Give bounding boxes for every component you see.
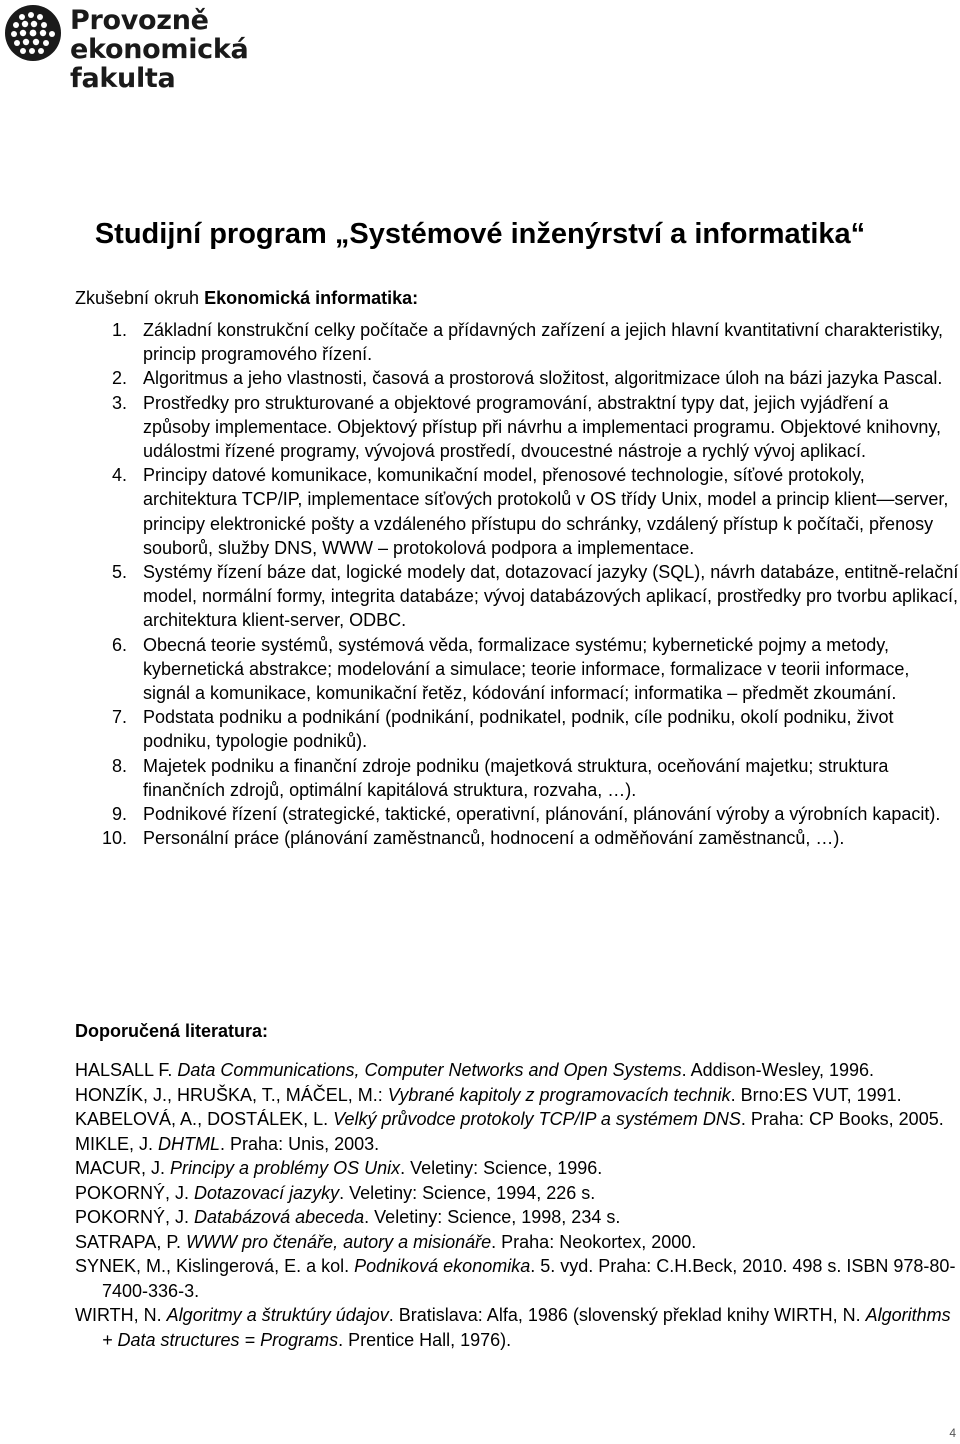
reference-item — [75, 1058, 960, 1083]
intro-prefix: Zkušební okruh — [75, 288, 205, 308]
reference-rest: . Brno:ES VUT, 1991. — [730, 1084, 902, 1105]
topic-number: 10. — [101, 828, 127, 849]
exam-topics-list — [0, 318, 960, 850]
reference-author: WIRTH, N. — [75, 1305, 167, 1325]
reference-title: Data Communications, Computer Networks and Open Systems — [177, 1060, 682, 1080]
intro-field-name: Ekonomická informatika: — [204, 288, 419, 308]
page-title: Studijní program „Systémové inženýrství a informatika“ — [94, 218, 866, 250]
faculty-logo — [4, 4, 248, 93]
topic-number: 7. — [111, 707, 127, 728]
topic-item — [0, 826, 960, 850]
reference-author: KABELOVÁ, A., DOSTÁLEK, L. — [75, 1109, 334, 1129]
reference-title: Podniková ekonomika — [354, 1256, 531, 1276]
topic-number: 9. — [111, 804, 127, 825]
topic-text: Systémy řízení báze dat, logické modely dat, dotazovací jazyky (SQL), návrh databáze, entitně-relační model, normální formy, integrita databáze; vývoj databázových aplikací, prostředky pro tvorbu aplikací, architektura klient-server, ODBC. — [143, 562, 959, 631]
topic-number: 8. — [111, 755, 127, 776]
topic-text: Základní konstrukční celky počítače a přídavných zařízení a jejich hlavní kvantitativní charakteristiky, princip programového řízení. — [143, 320, 944, 365]
topic-number: 4. — [111, 465, 127, 486]
topic-text: Prostředky pro strukturované a objektové programování, abstraktní typy dat, jejich vyjádření a způsoby implementace. Objektový přístup při návrhu a implementaci programu. Objektové knihovny, událostmi řízené programy, vývojová prostředí, dvoucestné nástroje a rychlý vývoj aplikací. — [143, 392, 942, 462]
topic-number: 6. — [111, 634, 127, 655]
reference-title: Vybrané kapitoly z programovacích technik — [387, 1084, 731, 1105]
topic-item — [0, 633, 960, 706]
reference-rest: . Bratislava: Alfa, 1986 (slovenský překlad knihy WIRTH, N. — [388, 1305, 866, 1325]
reference-author: SATRAPA, P. — [75, 1231, 187, 1252]
reference-rest: . Veletiny: Science, 1998, 234 s. — [364, 1207, 621, 1227]
reference-rest: . Addison-Wesley, 1996. — [681, 1060, 875, 1080]
faculty-logo-text — [70, 6, 248, 93]
reference-title: Algoritmy a štruktúry údajov — [166, 1305, 389, 1325]
reference-rest: . Veletiny: Science, 1994, 226 s. — [339, 1182, 596, 1203]
reference-title: Principy a problémy OS Unix — [170, 1158, 401, 1178]
reference-title: WWW pro čtenáře, autory a misionáře — [186, 1231, 492, 1252]
reference-rest: . Praha: CP Books, 2005. — [740, 1109, 944, 1129]
topic-text: Majetek podniku a finanční zdroje podniku (majetková struktura, oceňování majetku; struktura finančních zdrojů, optimální kapitálová struktura, rozvaha, …). — [143, 755, 889, 800]
reference-item — [75, 1303, 960, 1352]
reference-rest2: . Prentice Hall, 1976). — [338, 1329, 512, 1350]
reference-title: Velký průvodce protokoly TCP/IP a systémem DNS — [333, 1109, 741, 1129]
topic-text: Podnikové řízení (strategické, taktické, operativní, plánování, plánování výroby a výrobních kapacit). — [143, 804, 941, 825]
literature-heading: Doporučená literatura: — [75, 1021, 269, 1041]
reference-author: POKORNÝ, J. — [75, 1182, 195, 1203]
topic-number: 3. — [111, 392, 127, 413]
reference-author: MIKLE, J. — [75, 1133, 159, 1154]
reference-item — [75, 1181, 960, 1206]
reference-author: HONZÍK, J., HRUŠKA, T., MÁČEL, M.: — [75, 1084, 388, 1105]
reference-title: DHTML — [158, 1133, 221, 1154]
faculty-logo-dots-icon — [4, 4, 62, 62]
reference-author: MACUR, J. — [75, 1158, 171, 1178]
topic-item — [0, 802, 960, 826]
reference-item — [75, 1156, 960, 1181]
reference-rest: . Praha: Neokortex, 2000. — [491, 1231, 697, 1252]
reference-item — [75, 1132, 960, 1157]
page-number: 4 — [949, 1426, 956, 1440]
reference-rest: . Praha: Unis, 2003. — [220, 1133, 380, 1154]
logo-line: Provozně — [70, 5, 209, 36]
reference-title2: Algorithms + Data structures = Programs — [102, 1305, 951, 1350]
topic-item — [0, 560, 960, 633]
topic-item — [0, 463, 960, 560]
topic-text: Obecná teorie systémů, systémová věda, formalizace systému; kybernetické pojmy a metody, kybernetická abstrakce; modelování a simulace; teorie informace, formalizace v teorii informace, signál a komunikace, komunikační řetěz, kódování informací; informatika – předmět zkoumání. — [143, 634, 910, 704]
exam-area-intro — [75, 286, 418, 310]
reference-author: POKORNÝ, J. — [75, 1207, 195, 1227]
reference-item — [75, 1254, 960, 1303]
reference-author: HALSALL F. — [75, 1060, 178, 1080]
reference-item — [75, 1230, 960, 1255]
reference-item — [75, 1107, 960, 1132]
topic-number: 2. — [111, 368, 127, 389]
references-list — [75, 1058, 960, 1352]
topic-item — [0, 318, 960, 366]
reference-title: Dotazovací jazyky — [194, 1182, 340, 1203]
topic-item — [0, 705, 960, 753]
reference-title: Databázová abeceda — [194, 1207, 365, 1227]
topic-item — [0, 366, 960, 390]
reference-item — [75, 1083, 960, 1108]
topic-number: 5. — [111, 562, 127, 583]
topic-text: Algoritmus a jeho vlastnosti, časová a prostorová složitost, algoritmizace úloh na bázi jazyka Pascal. — [143, 368, 943, 389]
topic-item — [0, 754, 960, 802]
reference-rest: . 5. vyd. Praha: C.H.Beck, 2010. 498 s. ISBN 978-80-7400-336-3. — [102, 1256, 956, 1301]
logo-line: ekonomická — [70, 34, 249, 65]
topic-text: Personální práce (plánování zaměstnanců, hodnocení a odměňování zaměstnanců, …). — [143, 828, 845, 849]
logo-line: fakulta — [70, 63, 176, 94]
reference-item — [75, 1205, 960, 1230]
reference-author: SYNEK, M., Kislingerová, E. a kol. — [75, 1256, 355, 1276]
topic-number: 1. — [111, 320, 127, 340]
topic-text: Principy datové komunikace, komunikační model, přenosové technologie, síťové protokoly, architektura TCP/IP, implementace síťových protokolů v OS třídy Unix, model a princip klient—server, principy elektronické pošty a vzdáleného přístupu do schránky, vzdálený přístup k počítači, přenosy souborů, služby DNS, WWW – protokolová podpora a implementace. — [143, 465, 949, 558]
topic-item — [0, 391, 960, 464]
reference-rest: . Veletiny: Science, 1996. — [400, 1158, 603, 1178]
topic-text: Podstata podniku a podnikání (podnikání, podnikatel, podnik, cíle podniku, okolí podniku, život podniku, typologie podniků). — [143, 707, 894, 752]
